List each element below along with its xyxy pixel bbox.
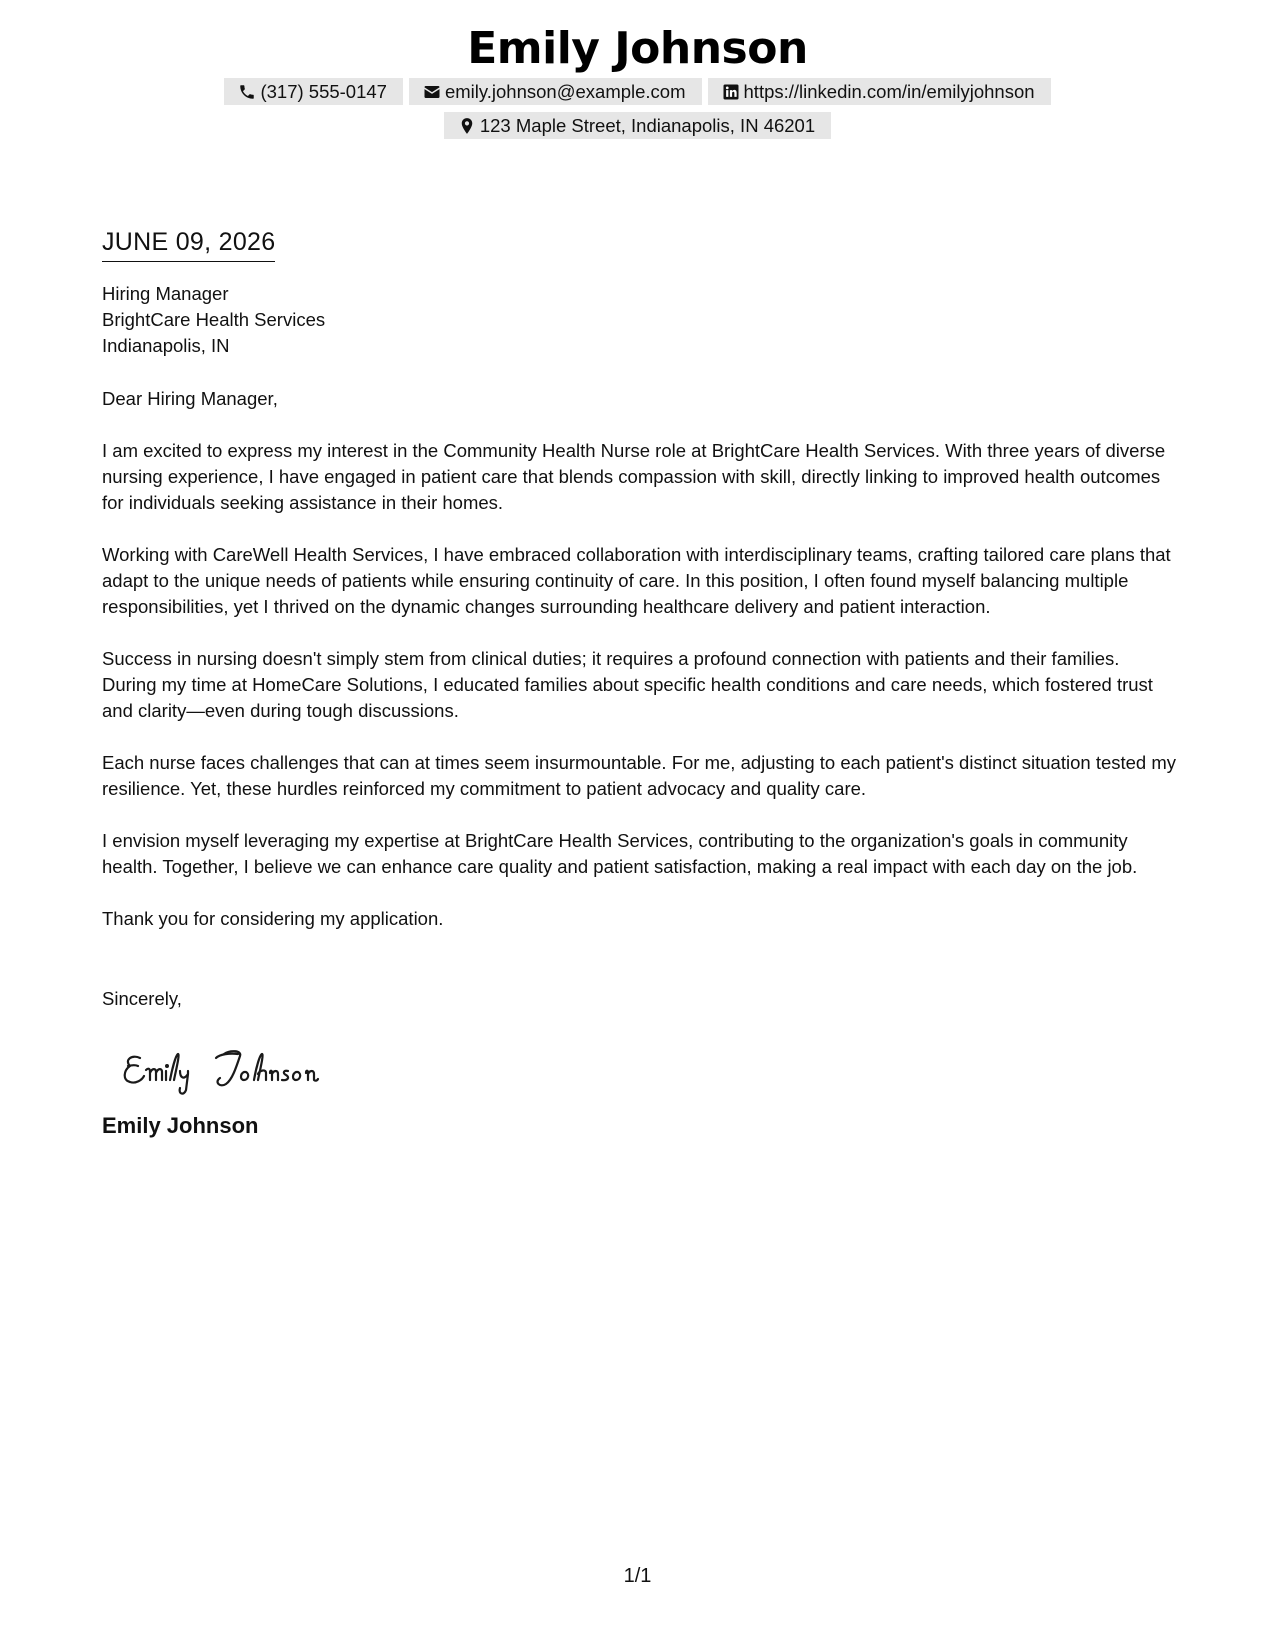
closing: Sincerely,	[102, 988, 182, 1009]
body-paragraph: Each nurse faces challenges that can at times seem insurmountable. For me, adjusting to each patient's distinct situation tested my resilience. Yet, these hurdles reinforced my commitment to patient advocacy and quality care.	[102, 752, 1177, 799]
body-paragraph: I am excited to express my interest in the Community Health Nurse role at BrightCare Health Services. With three years of diverse nursing experience, I have engaged in patient care that blends compassion with skill, directly linking to improved health outcomes for individuals seeking assistance in their homes.	[102, 440, 1166, 513]
contact-row	[0, 78, 1275, 105]
signer-name: Emily Johnson	[102, 1113, 259, 1138]
email-text: emily.johnson@example.com	[444, 80, 686, 102]
thank-you-line: Thank you for considering my application.	[102, 908, 444, 929]
phone-text: (317) 555-0147	[260, 80, 387, 102]
phone-chip[interactable]	[224, 78, 403, 105]
linkedin-icon	[722, 83, 740, 101]
address-chip	[444, 112, 831, 139]
envelope-icon	[423, 83, 441, 101]
salutation: Dear Hiring Manager,	[102, 388, 278, 409]
recipient-company: BrightCare Health Services	[102, 309, 326, 330]
handwritten-signature	[120, 1040, 1177, 1100]
recipient-block	[102, 281, 1177, 359]
address-row	[0, 112, 1275, 139]
page-number: 1/1	[623, 1565, 652, 1587]
letter-body	[102, 226, 1177, 1140]
address-text: 123 Maple Street, Indianapolis, IN 46201	[479, 114, 816, 136]
recipient-location: Indianapolis, IN	[102, 335, 230, 356]
letter-header	[0, 0, 1275, 139]
email-chip[interactable]	[409, 78, 702, 105]
linkedin-text: https://linkedin.com/in/emilyjohnson	[743, 80, 1035, 102]
body-paragraph: I envision myself leveraging my expertise at BrightCare Health Services, contributing to the organization's goals in community health. Together, I believe we can enhance care quality and patient satisfaction, making a real impact with each day on the job.	[102, 830, 1138, 877]
body-paragraph: Working with CareWell Health Services, I have embraced collaboration with interdisciplinary teams, crafting tailored care plans that adapt to the unique needs of patients while ensuring continuity of care. In this position, I often found myself balancing multiple responsibilities, yet I thrived on the dynamic changes surrounding healthcare delivery and patient interaction.	[102, 544, 1171, 617]
applicant-name: Emily Johnson	[467, 23, 808, 74]
phone-icon	[238, 83, 256, 101]
linkedin-chip[interactable]	[708, 78, 1051, 105]
map-marker-icon	[458, 117, 476, 135]
body-paragraph: Success in nursing doesn't simply stem from clinical duties; it requires a profound connection with patients and their families. During my time at HomeCare Solutions, I educated families about specific health conditions and care needs, which fostered trust and clarity—even during tough discussions.	[102, 648, 1153, 721]
letter-date: JUNE 09, 2026	[102, 226, 275, 262]
recipient-title: Hiring Manager	[102, 283, 229, 304]
